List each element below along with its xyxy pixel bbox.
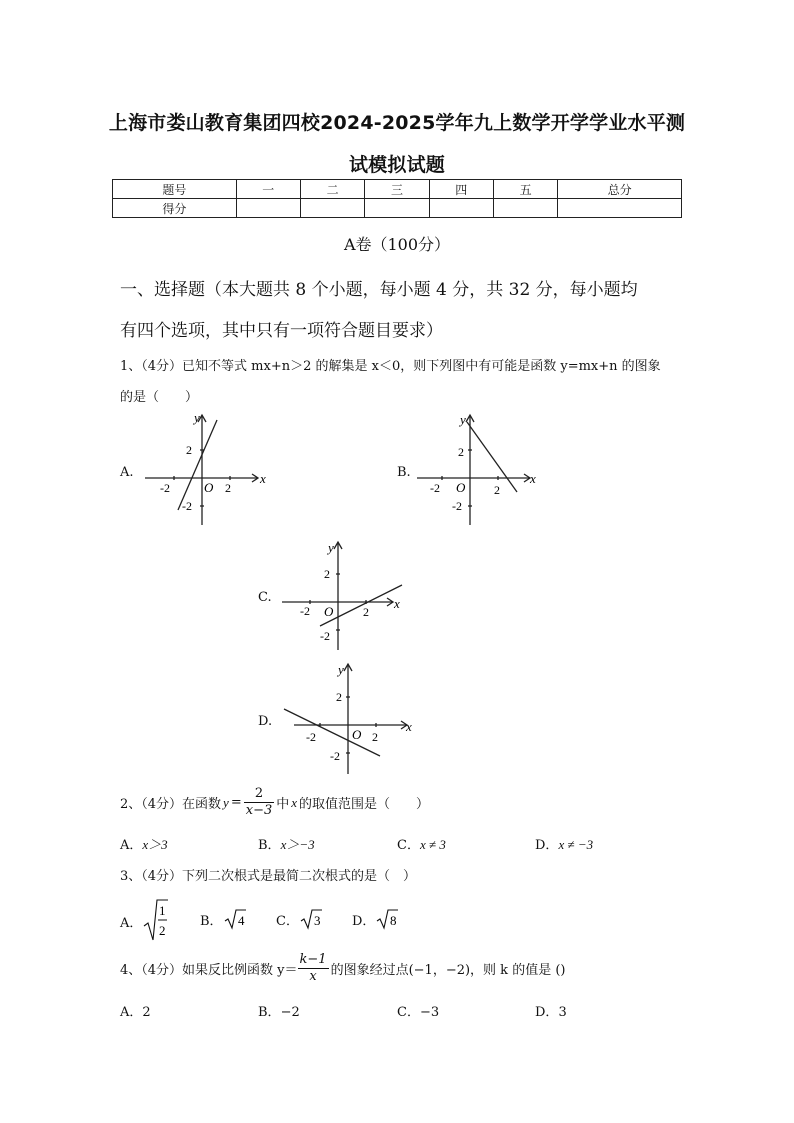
radicand: 3 bbox=[313, 913, 321, 928]
score-header-cell: 五 bbox=[493, 180, 557, 199]
score-header-cell: 总分 bbox=[558, 180, 682, 199]
score-row-label: 得分 bbox=[113, 199, 237, 218]
q1-option-a-label[interactable]: A. bbox=[120, 465, 134, 480]
score-header-cell: 一 bbox=[236, 180, 300, 199]
score-cell bbox=[493, 199, 557, 218]
question-2-stem bbox=[120, 786, 429, 819]
option-text: −2 bbox=[280, 1005, 300, 1020]
x-tick-neg: -2 bbox=[306, 730, 316, 744]
origin-label: O bbox=[204, 480, 214, 495]
option-text: 3 bbox=[558, 1005, 567, 1020]
y-axis-label: y bbox=[328, 540, 334, 555]
y-tick-pos: 2 bbox=[458, 445, 464, 459]
x-tick-neg: -2 bbox=[430, 481, 440, 495]
score-header-cell: 三 bbox=[365, 180, 429, 199]
x-axis-label: x bbox=[530, 471, 536, 486]
q4-option-a[interactable] bbox=[120, 1001, 151, 1020]
q4-numerator: k−1 bbox=[299, 952, 327, 967]
x-tick-pos: 2 bbox=[225, 481, 231, 495]
option-text: x＞3 bbox=[142, 837, 168, 852]
question-4-stem bbox=[120, 952, 565, 985]
q2-numerator: 2 bbox=[244, 786, 275, 803]
score-cell bbox=[365, 199, 429, 218]
q4-option-b[interactable] bbox=[258, 1001, 300, 1020]
option-label: D． bbox=[352, 913, 376, 929]
q2-option-c[interactable] bbox=[397, 834, 446, 853]
sqrt-icon bbox=[223, 908, 247, 930]
score-header-cell: 题号 bbox=[113, 180, 237, 199]
q2-suffix-2: 的取值范围是（ ） bbox=[299, 797, 430, 812]
x-tick-pos: 2 bbox=[363, 605, 369, 619]
origin-label: O bbox=[324, 604, 334, 619]
q2-option-b[interactable] bbox=[258, 834, 315, 853]
option-label: C． bbox=[276, 913, 299, 929]
q2-var: x bbox=[291, 794, 298, 810]
q1-graph-d bbox=[280, 660, 415, 778]
q4-fraction bbox=[298, 952, 329, 985]
y-tick-neg: -2 bbox=[330, 749, 340, 763]
y-tick-neg: -2 bbox=[320, 629, 330, 643]
q3-option-a[interactable] bbox=[120, 898, 168, 944]
q1-graph-a bbox=[140, 410, 275, 530]
score-header-cell: 二 bbox=[300, 180, 364, 199]
x-axis-label: x bbox=[260, 471, 266, 486]
y-axis-label: y bbox=[460, 412, 466, 427]
q2-func-lhs: y bbox=[223, 794, 229, 810]
q2-denominator: x−3 bbox=[245, 803, 273, 818]
radicand: 8 bbox=[390, 913, 397, 928]
x-tick-pos: 2 bbox=[372, 730, 378, 744]
page-title-line-2: 试模拟试题 bbox=[348, 154, 445, 176]
radicand-den: 2 bbox=[159, 923, 166, 938]
x-axis-label: x bbox=[394, 596, 400, 611]
q1-option-c-label[interactable]: C. bbox=[258, 590, 272, 605]
x-tick-pos: 2 bbox=[494, 483, 500, 497]
option-label: C． bbox=[397, 838, 420, 853]
score-cell bbox=[236, 199, 300, 218]
question-3-stem: 3、（4分）下列二次根式是最简二次根式的是（ ） bbox=[120, 869, 417, 884]
q1-option-d-label[interactable]: D. bbox=[258, 714, 273, 729]
score-cell bbox=[429, 199, 493, 218]
score-cell bbox=[558, 199, 682, 218]
section-heading-line-2: 有四个选项，其中只有一项符合题目要求） bbox=[120, 321, 443, 341]
y-tick-neg: -2 bbox=[182, 499, 192, 513]
y-tick-pos: 2 bbox=[186, 443, 192, 457]
sqrt-icon bbox=[299, 908, 323, 930]
q4-suffix: 的图象经过点(−1，−2)，则 k 的值是 () bbox=[330, 963, 566, 978]
option-label: A． bbox=[120, 915, 143, 931]
y-axis-label: y bbox=[338, 662, 344, 677]
q2-option-d[interactable] bbox=[535, 834, 593, 853]
q4-option-c[interactable] bbox=[397, 1001, 439, 1020]
q2-suffix-1: 中 bbox=[276, 797, 290, 812]
radicand: 4 bbox=[237, 913, 245, 928]
option-text: 2 bbox=[142, 1005, 151, 1020]
q4-denominator: x bbox=[309, 969, 317, 984]
q2-equals: = bbox=[230, 795, 242, 810]
q2-option-a[interactable] bbox=[120, 834, 168, 853]
q1-graph-c bbox=[280, 538, 410, 656]
y-tick-neg: -2 bbox=[452, 499, 462, 513]
q3-option-b[interactable] bbox=[200, 908, 247, 930]
score-table bbox=[112, 179, 682, 218]
option-label: B． bbox=[258, 1005, 281, 1020]
question-1-line-2: 的是（ ） bbox=[120, 390, 199, 405]
q4-option-d[interactable] bbox=[535, 1001, 567, 1020]
score-table-header-row bbox=[113, 180, 682, 199]
q1-option-b-label[interactable]: B. bbox=[397, 465, 411, 480]
sqrt-icon bbox=[375, 908, 399, 930]
option-label: B． bbox=[200, 913, 223, 929]
y-tick-pos: 2 bbox=[336, 690, 342, 704]
function-line bbox=[467, 422, 517, 492]
q2-fraction bbox=[244, 786, 275, 819]
q3-option-c[interactable] bbox=[276, 908, 323, 930]
option-label: A． bbox=[120, 838, 143, 853]
option-text: x＞−3 bbox=[280, 837, 315, 852]
q3-option-d[interactable] bbox=[352, 908, 399, 930]
option-label: C． bbox=[397, 1005, 420, 1020]
y-tick-pos: 2 bbox=[324, 567, 330, 581]
score-table-score-row bbox=[113, 199, 682, 218]
question-1-line-1: 1、（4分）已知不等式 mx+n＞2 的解集是 x＜0，则下列图中有可能是函数 y=mx+n 的图象 bbox=[120, 359, 661, 374]
option-text: x ≠ −3 bbox=[558, 837, 594, 852]
x-tick-neg: -2 bbox=[300, 604, 310, 618]
q2-prefix: 2、（4分）在函数 bbox=[120, 797, 222, 812]
section-heading-line-1: 一、选择题（本大题共 8 个小题，每小题 4 分，共 32 分，每小题均 bbox=[120, 280, 638, 300]
option-label: D． bbox=[535, 838, 559, 853]
function-line bbox=[178, 420, 217, 510]
score-header-cell: 四 bbox=[429, 180, 493, 199]
option-text: −3 bbox=[419, 1005, 440, 1020]
origin-label: O bbox=[456, 480, 466, 495]
q1-graph-b bbox=[412, 410, 547, 530]
option-label: B． bbox=[258, 838, 281, 853]
q4-prefix: 4、（4分）如果反比例函数 y＝ bbox=[120, 963, 298, 978]
option-label: A． bbox=[120, 1005, 143, 1020]
x-axis-label: x bbox=[406, 719, 412, 734]
option-label: D． bbox=[535, 1005, 559, 1020]
paper-section-heading: A卷（100分） bbox=[343, 235, 451, 254]
page-title-line-1: 上海市娄山教育集团四校2024-2025学年九上数学开学学业水平测 bbox=[108, 112, 686, 134]
y-axis-label: y bbox=[194, 410, 200, 425]
x-tick-neg: -2 bbox=[160, 481, 170, 495]
score-cell bbox=[300, 199, 364, 218]
radicand-num: 1 bbox=[159, 903, 166, 918]
sqrt-fraction-icon bbox=[142, 898, 168, 944]
origin-label: O bbox=[352, 727, 362, 742]
option-text: x ≠ 3 bbox=[419, 837, 446, 852]
